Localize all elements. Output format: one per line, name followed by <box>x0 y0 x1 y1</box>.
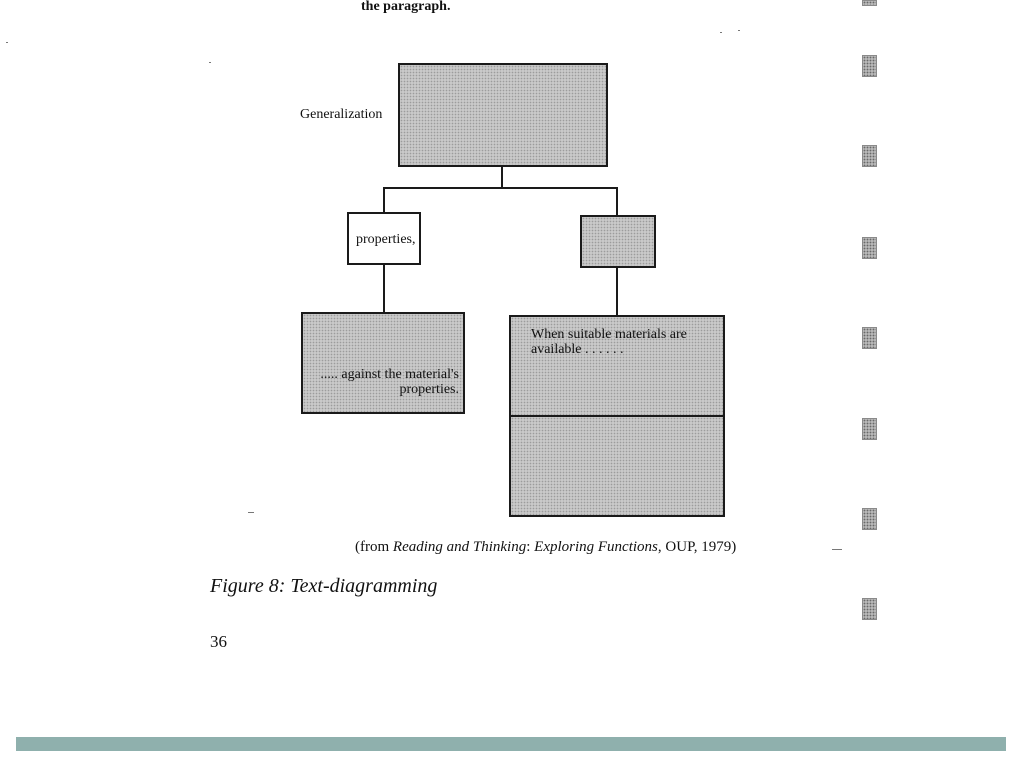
right-leaf-connector <box>616 268 618 316</box>
scan-speck <box>720 32 722 33</box>
right-branch-connector <box>616 187 618 216</box>
margin-mark <box>862 508 877 530</box>
source-title: Reading and Thinking <box>392 539 527 555</box>
right-leaf-top-text: When suitable materials are available . . . . . . <box>531 327 687 357</box>
root-connector <box>501 167 503 188</box>
left-leaf-connector <box>383 265 385 313</box>
top-caption: the paragraph. <box>361 0 451 14</box>
left-leaf-box <box>301 312 465 414</box>
properties-label: properties, <box>356 232 416 247</box>
scan-speck <box>738 30 740 31</box>
right-child-box <box>580 215 656 268</box>
left-leaf-text: ..... against the material's properties. <box>320 367 459 397</box>
right-leaf-bottom-box <box>509 415 725 517</box>
page-number: 36 <box>210 632 227 651</box>
right-leaf-top-box <box>509 315 725 417</box>
source-subtitle: Exploring Functions <box>534 539 658 555</box>
source-prefix: (from <box>355 539 393 555</box>
margin-mark <box>862 418 877 440</box>
scan-speck <box>6 42 8 43</box>
branch-connector <box>383 187 618 189</box>
margin-mark <box>862 0 877 6</box>
figure-caption: Figure 8: Text-diagramming <box>210 575 438 597</box>
source-suffix: , OUP, 1979) <box>657 539 737 555</box>
margin-mark <box>862 327 877 349</box>
margin-mark <box>862 55 877 77</box>
source-citation <box>355 539 736 556</box>
source-separator: : <box>526 539 535 555</box>
properties-box <box>347 212 421 265</box>
margin-mark <box>862 145 877 167</box>
scan-speck <box>209 62 211 63</box>
left-branch-connector <box>383 187 385 213</box>
generalization-box <box>398 63 608 167</box>
margin-mark <box>862 598 877 620</box>
scan-speck <box>832 549 842 550</box>
margin-mark <box>862 237 877 259</box>
scan-speck <box>248 512 254 513</box>
footer-bar <box>16 737 1006 751</box>
generalization-label: Generalization <box>300 107 383 122</box>
